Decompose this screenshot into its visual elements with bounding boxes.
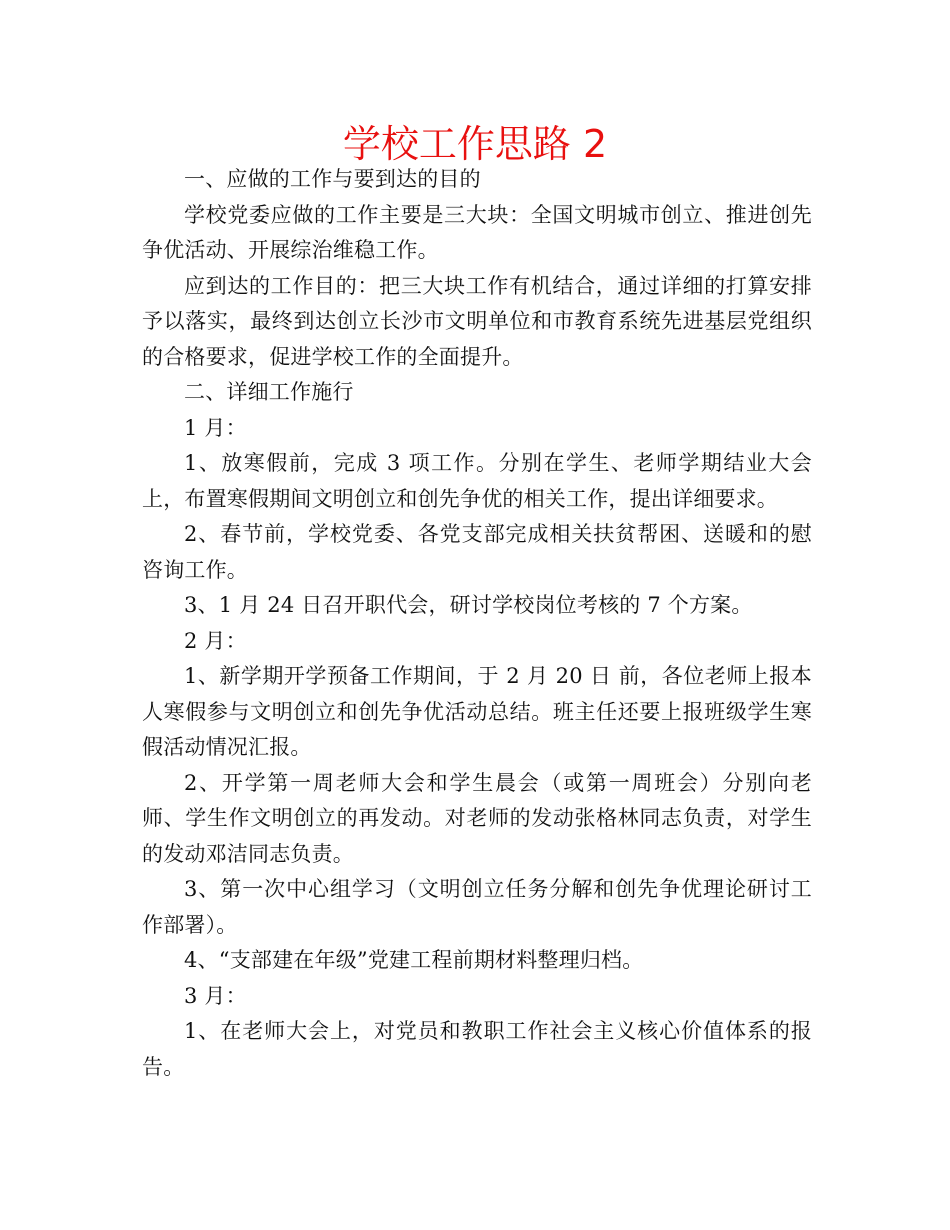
month-heading-january: 1 月： (184, 415, 247, 440)
list-item: 1、在老师大会上，对党员和教职工作社会主义核心价值体系的报告。 (142, 1019, 812, 1079)
list-item: 1、放寒假前，完成 3 项工作。分别在学生、老师学期结业大会上，布置寒假期间文明创立和创先争优的相关工作，提出详细要求。 (142, 451, 812, 511)
month-heading-february: 2 月： (184, 628, 247, 653)
paragraph: 应到达的工作目的：把三大块工作有机结合，通过详细的打算安排予以落实，最终到达创立长沙市文明单位和市教育系统先进基层党组织的合格要求，促进学校工作的全面提升。 (142, 273, 812, 369)
list-item: 4、“支部建在年级”党建工程前期材料整理归档。 (184, 948, 644, 972)
list-item: 3、1 月 24 日召开职代会，研讨学校岗位考核的 7 个方案。 (184, 593, 753, 617)
list-item: 2、春节前，学校党委、各党支部完成相关扶贫帮困、送暖和的慰咨询工作。 (142, 522, 812, 582)
document-title: 学校工作思路 2 (342, 122, 608, 166)
paragraph: 学校党委应做的工作主要是三大块：全国文明城市创立、推进创先争优活动、开展综治维稳工作。 (142, 202, 812, 262)
month-heading-march: 3 月： (184, 983, 247, 1008)
heading-section-2: 二、详细工作施行 (184, 380, 354, 404)
document-body (142, 162, 812, 1085)
list-item: 2、开学第一周老师大会和学生晨会（或第一周班会）分别向老师、学生作文明创立的再发动。对老师的发动张格林同志负责，对学生的发动邓洁同志负责。 (142, 770, 812, 866)
heading-section-1: 一、应做的工作与要到达的目的 (184, 167, 481, 191)
list-item: 3、第一次中心组学习（文明创立任务分解和创先争优理论研讨工作部署）。 (142, 877, 812, 937)
list-item: 1、新学期开学预备工作期间，于 2 月 20 日 前，各位老师上报本人寒假参与文明创立和创先争优活动总结。班主任还要上报班级学生寒假活动情况汇报。 (142, 664, 812, 759)
